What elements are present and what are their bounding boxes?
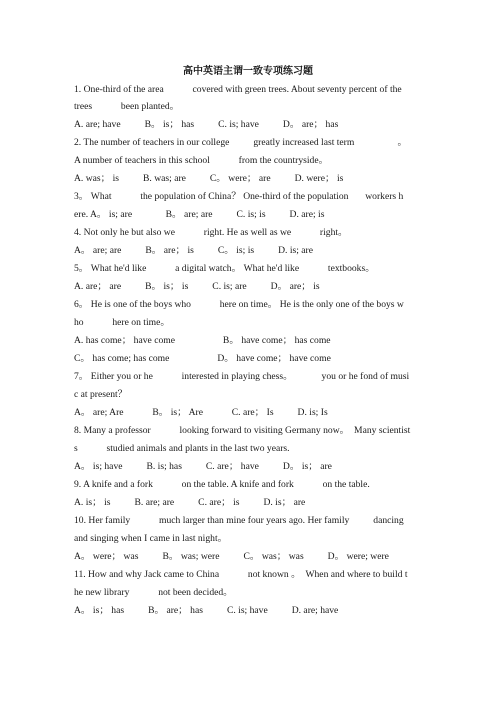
q11-line-1: 11. How and why Jack came to China not known 。 When and where to build t (74, 569, 408, 580)
q6-options-cd: C。 has come; has come D。 have come； have come (74, 353, 331, 364)
q7-options: A。 are; Are B。 is； Are C. are； Is D. is; Is (74, 407, 328, 418)
q9-options: A. is； is B. are; are C. are； is D. is； are (74, 497, 306, 508)
q1-line-2: trees been planted。 (74, 101, 180, 112)
q2-line-2: A number of teachers in this school from the countryside。 (74, 155, 329, 166)
q6-options-ab: A. has come； have come B。 have come； has come (74, 335, 331, 346)
q5-line-1: 5。 What he'd like a digital watch。 What he'd like textbooks。 (74, 263, 375, 274)
q3-line-1: 3。 What the population of China？ One-third of the population workers h (74, 191, 404, 202)
q3-line-2-options: ere. A。 is; are B。 are; are C. is; is D. are; is (74, 209, 325, 220)
q8-line-1: 8. Many a professor looking forward to visiting Germany now。 Many scientist (74, 425, 411, 436)
q8-line-2: s studied animals and plants in the last two years. (74, 443, 290, 454)
q10-line-1: 10. Her family much larger than mine four years ago. Her family dancing (74, 515, 404, 526)
q6-line-2: ho here on time。 (74, 317, 170, 328)
q2-line-1: 2. The number of teachers in our college greatly increased last term 。 (74, 137, 408, 148)
q9-line-1: 9. A knife and a fork on the table. A knife and fork on the table. (74, 479, 370, 490)
q10-options: A。 were； was B。 was; were C。 was； was D。 were; were (74, 551, 389, 562)
q1-line-1: 1. One-third of the area covered with green trees. About seventy percent of the (74, 84, 402, 95)
q11-options: A。 is； has B。 are； has C. is; have D. are; have (74, 605, 339, 616)
q1-options: A. are; have B。 is； has C. is; have D。 are； has (74, 119, 339, 130)
q8-options: A。 is; have B. is; has C. are； have D。 is； are (74, 461, 332, 472)
page-title: 高中英语主谓一致专项练习题 (183, 66, 313, 77)
q4-line-1: 4. Not only he but also we right. He as well as we right。 (74, 227, 348, 238)
q7-line-2: c at present？ (74, 389, 128, 400)
q2-options: A. was； is B. was; are C。 were； are D. were； is (74, 173, 344, 184)
q10-line-2: and singing when I came in last night。 (74, 533, 228, 544)
q4-options: A。 are; are B。 are； is C。 is; is D. is; are (74, 245, 314, 256)
q5-options: A. are； are B。 is； is C. is; are D。 are； is (74, 281, 320, 292)
q6-line-1: 6。 He is one of the boys who here on time。 He is the only one of the boys w (74, 299, 404, 310)
q11-line-2: he new library not been decided。 (74, 587, 233, 598)
q7-line-1: 7。 Either you or he interested in playing chess。 you or he fond of musi (74, 371, 410, 382)
